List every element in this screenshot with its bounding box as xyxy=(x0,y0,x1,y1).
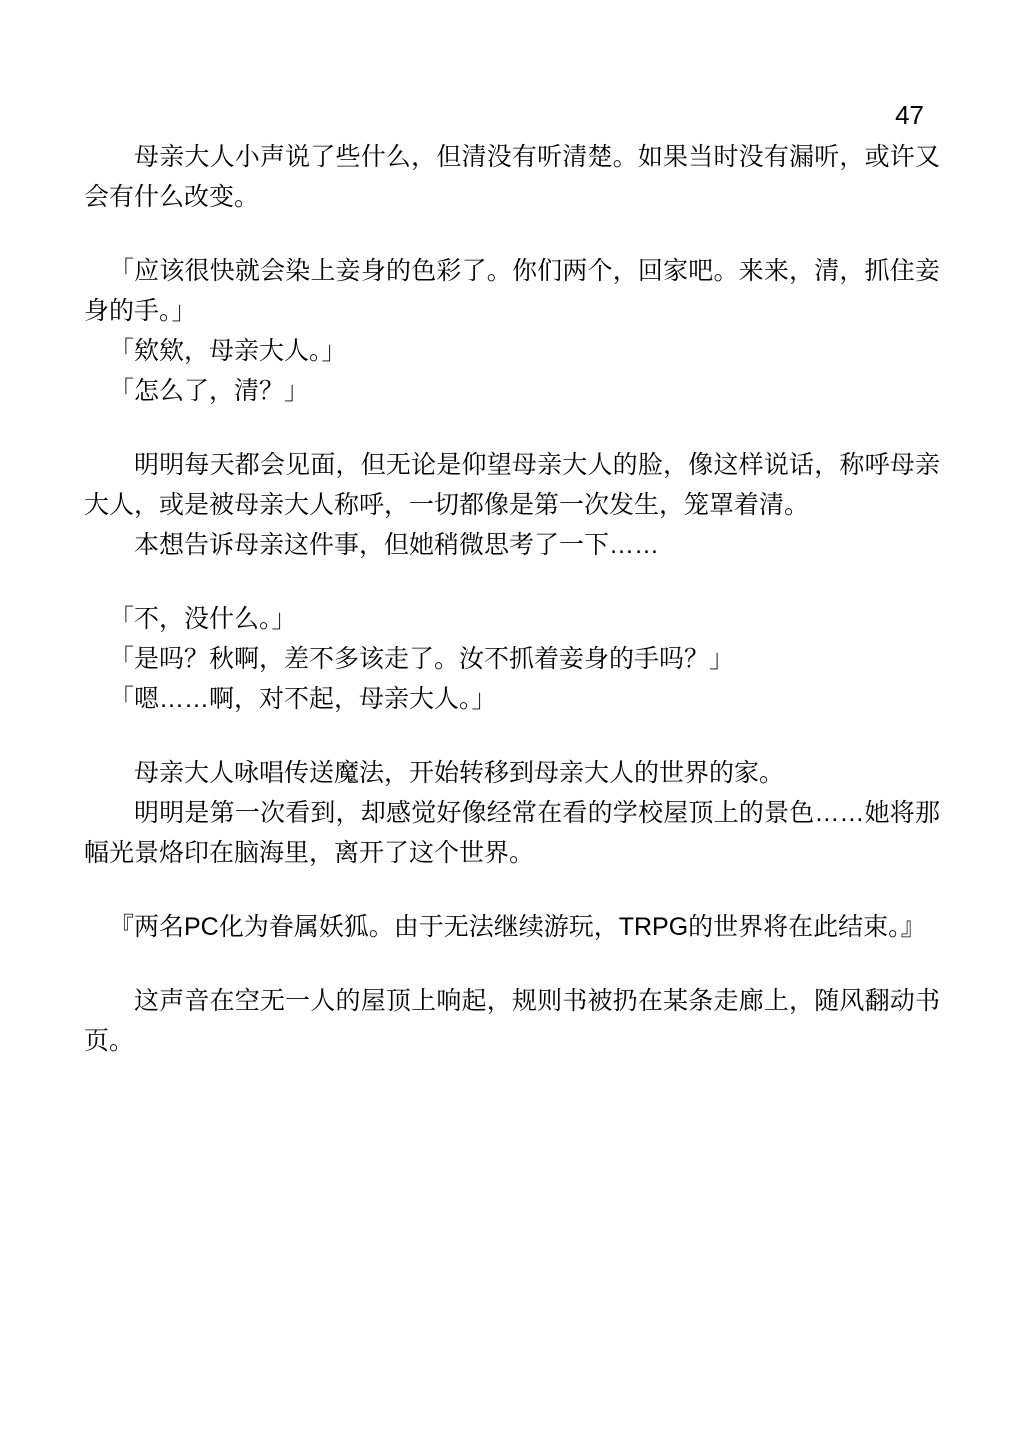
page-content xyxy=(84,95,940,1061)
paragraph-rooftop-scenery: 明明是第一次看到，却感觉好像经常在看的学校屋顶上的景色……她将那幅光景烙印在脑海里，离开了这个世界。 xyxy=(84,799,940,867)
paragraph-whisper: 母亲大人小声说了些什么，但清没有听清楚。如果当时没有漏听，或许又会有什么改变。 xyxy=(84,143,940,211)
dialogue-time-to-go: 「是吗？秋啊，差不多该走了。汝不抓着妾身的手吗？」 xyxy=(109,645,735,673)
dialogue-whats-wrong: 「怎么了，清？」 xyxy=(109,377,310,405)
dialogue-mother-come-home: 「应该很快就会染上妾身的色彩了。你们两个，回家吧。来来，清，抓住妾身的手。」 xyxy=(84,257,940,325)
announcement-trpg-end: 『两名PC化为眷属妖狐。由于无法继续游玩，TRPG的世界将在此结束。』 xyxy=(109,913,926,941)
page-number: 47 xyxy=(895,100,924,130)
paragraph-teleport-magic: 母亲大人咏唱传送魔法，开始转移到母亲大人的世界的家。 xyxy=(134,759,785,787)
dialogue-kiyo-reply: 「欸欸，母亲大人。」 xyxy=(109,337,347,365)
paragraph-rulebook-wind: 这声音在空无一人的屋顶上响起，规则书被扔在某条走廊上，随风翻动书页。 xyxy=(84,987,940,1055)
dialogue-sorry-mother: 「嗯……啊，对不起，母亲大人。」 xyxy=(109,685,497,713)
paragraph-wanted-to-tell: 本想告诉母亲这件事，但她稍微思考了一下…… xyxy=(134,531,660,559)
paragraph-first-time-feeling: 明明每天都会见面，但无论是仰望母亲大人的脸，像这样说话，称呼母亲大人，或是被母亲大人称呼，一切都像是第一次发生，笼罩着清。 xyxy=(84,451,940,519)
dialogue-nothing: 「不，没什么。」 xyxy=(109,605,297,633)
